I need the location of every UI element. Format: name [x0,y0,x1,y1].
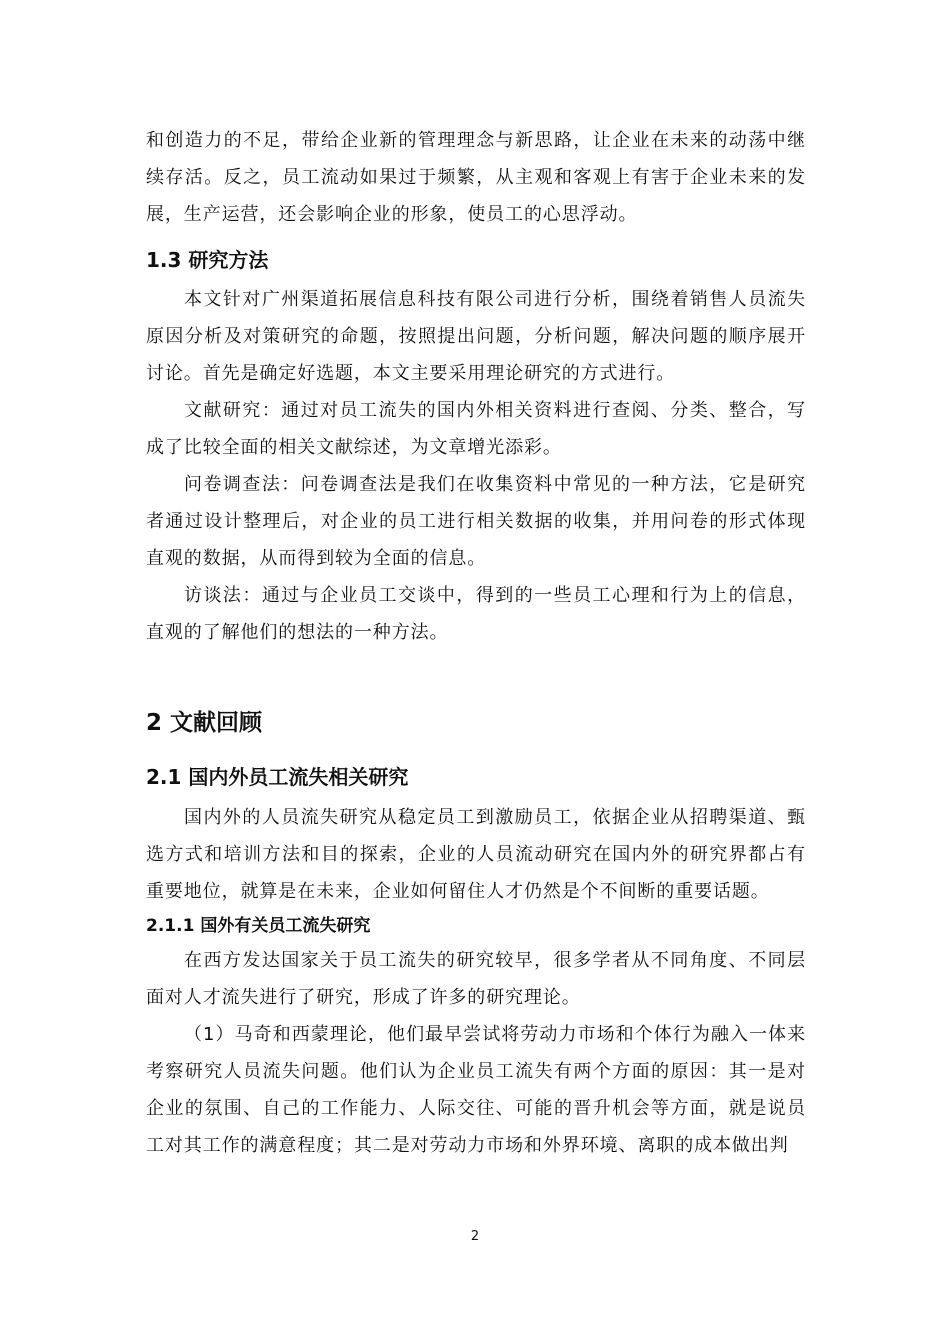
paragraph-questionnaire-method: 问卷调查法：问卷调查法是我们在收集资料中常见的一种方法，它是研究者通过设计整理后，对企业的员工进行相关数据的收集，并用问卷的形式体现直观的数据，从而得到较为全面的信息。 [146,474,806,569]
heading-2-1: 2.1 国内外员工流失相关研究 [146,765,409,789]
paragraph-research-overview: 本文针对广州渠道拓展信息科技有限公司进行分析，围绕着销售人员流失原因分析及对策研究的命题，按照提出问题，分析问题，解决问题的顺序展开讨论。首先是确定好选题，本文主要采用理论研究的方式进行。 [146,289,806,384]
heading-1-3: 1.3 研究方法 [146,248,269,272]
paragraph-literature-method: 文献研究：通过对员工流失的国内外相关资料进行查阅、分类、整合，写成了比较全面的相关文献综述，为文章增光添彩。 [146,400,806,458]
paragraph-domestic-foreign-research: 国内外的人员流失研究从稳定员工到激励员工，依据企业从招聘渠道、甄选方式和培训方法和目的探索，企业的人员流动研究在国内外的研究界都占有重要地位，就算是在未来，企业如何留住人才仍然是个不间断的重要话题。 [146,807,806,902]
heading-2: 2 文献回顾 [146,710,263,736]
paragraph-interview-method: 访谈法：通过与企业员工交谈中，得到的一些员工心理和行为上的信息，直观的了解他们的想法的一种方法。 [146,585,806,643]
page-content [146,122,806,1164]
paragraph-march-simon-theory: （1）马奇和西蒙理论，他们最早尝试将劳动力市场和个体行为融入一体来考察研究人员流失问题。他们认为企业员工流失有两个方面的原因：其一是对企业的氛围、自己的工作能力、人际交往、可能的晋升机会等方面，就是说员工对其工作的满意程度；其二是对劳动力市场和外界环境、离职的成本做出判 [146,1024,806,1156]
paragraph-continued: 和创造力的不足，带给企业新的管理理念与新思路，让企业在未来的动荡中继续存活。反之，员工流动如果过于频繁，从主观和客观上有害于企业未来的发展，生产运营，还会影响企业的形象，使员工的心思浮动。 [146,130,806,225]
heading-2-1-1: 2.1.1 国外有关员工流失研究 [146,916,371,936]
page-number: 2 [470,1229,480,1244]
paragraph-western-research: 在西方发达国家关于员工流失的研究较早，很多学者从不同角度、不同层面对人才流失进行了研究，形成了许多的研究理论。 [146,950,806,1008]
